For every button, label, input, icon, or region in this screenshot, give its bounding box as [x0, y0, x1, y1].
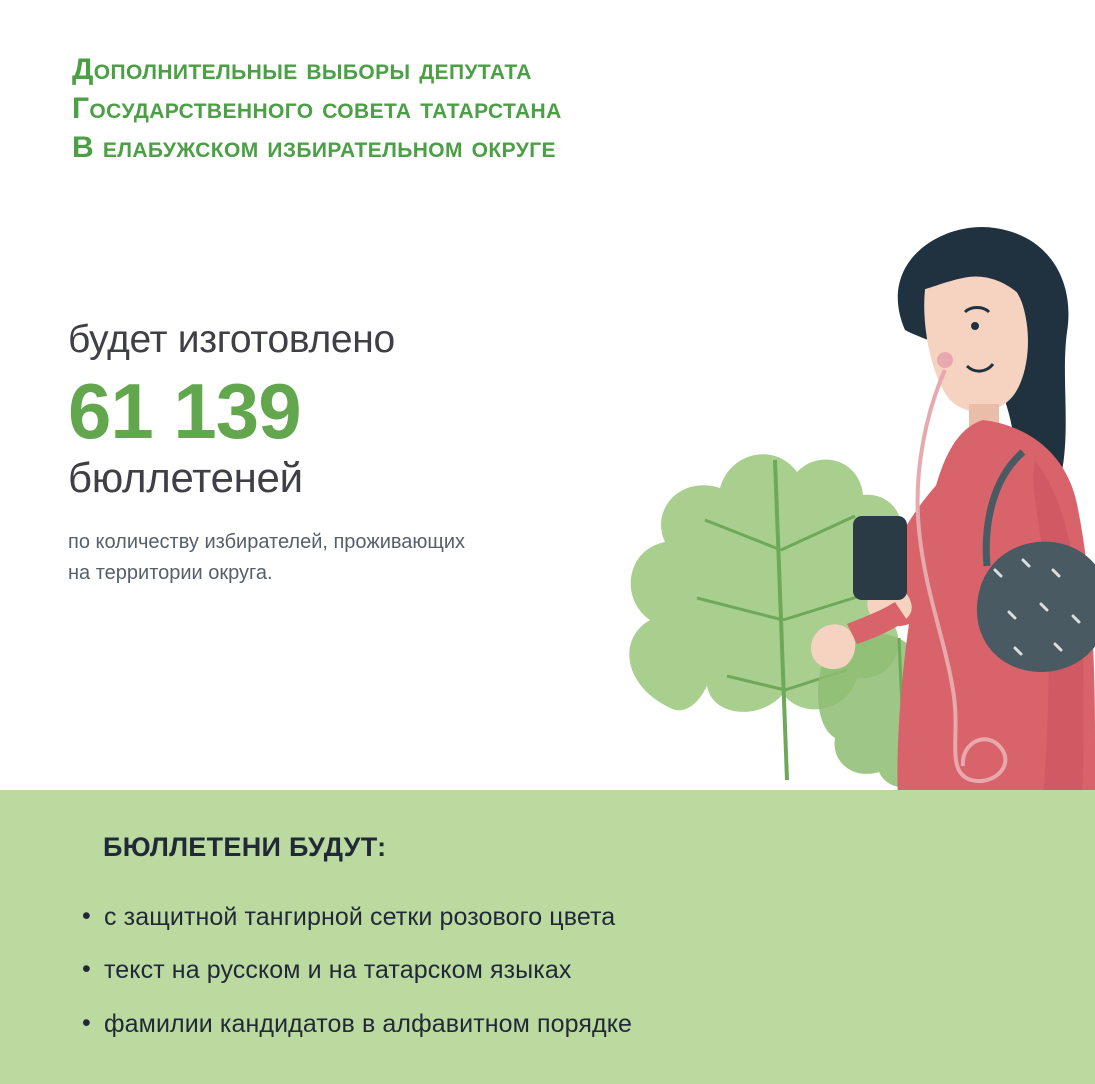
statistics-block [68, 318, 538, 589]
bag-icon [977, 542, 1095, 672]
leaf-small-icon [818, 633, 985, 788]
stat-note-text: по количеству избирателей, проживающих на территории округа. [68, 531, 466, 585]
header-line-1: Дополнительные выборы депутата [72, 53, 532, 86]
stat-lead-text: будет изготовлено [68, 318, 395, 361]
earphone-icon [937, 352, 953, 368]
list-item: • с защитной тангирной сетки розового цвета [78, 902, 632, 933]
list-item: • фамилии кандидатов в алфавитном порядке [78, 1009, 632, 1040]
eye [971, 322, 979, 330]
ballot-features-list [78, 902, 632, 1062]
poster-header [72, 50, 972, 167]
bottom-panel-title: БЮЛЛЕТЕНИ БУДУТ: [103, 832, 387, 862]
phone-icon [853, 516, 907, 600]
header-line-3: В елабужском избирательном округе [72, 131, 556, 164]
ballot-count-unit: бюллетеней [68, 454, 303, 502]
leaf-large-icon [629, 454, 915, 780]
ballot-count-number: 61 139 [68, 366, 301, 455]
bottom-green-panel [0, 790, 1095, 1084]
woman-figure [811, 227, 1095, 820]
list-item: • текст на русском и на татарском языках [78, 955, 632, 986]
header-line-2: Государственного совета татарстана [72, 92, 562, 125]
woman-with-phone-and-leaves-illustration [475, 220, 1095, 820]
